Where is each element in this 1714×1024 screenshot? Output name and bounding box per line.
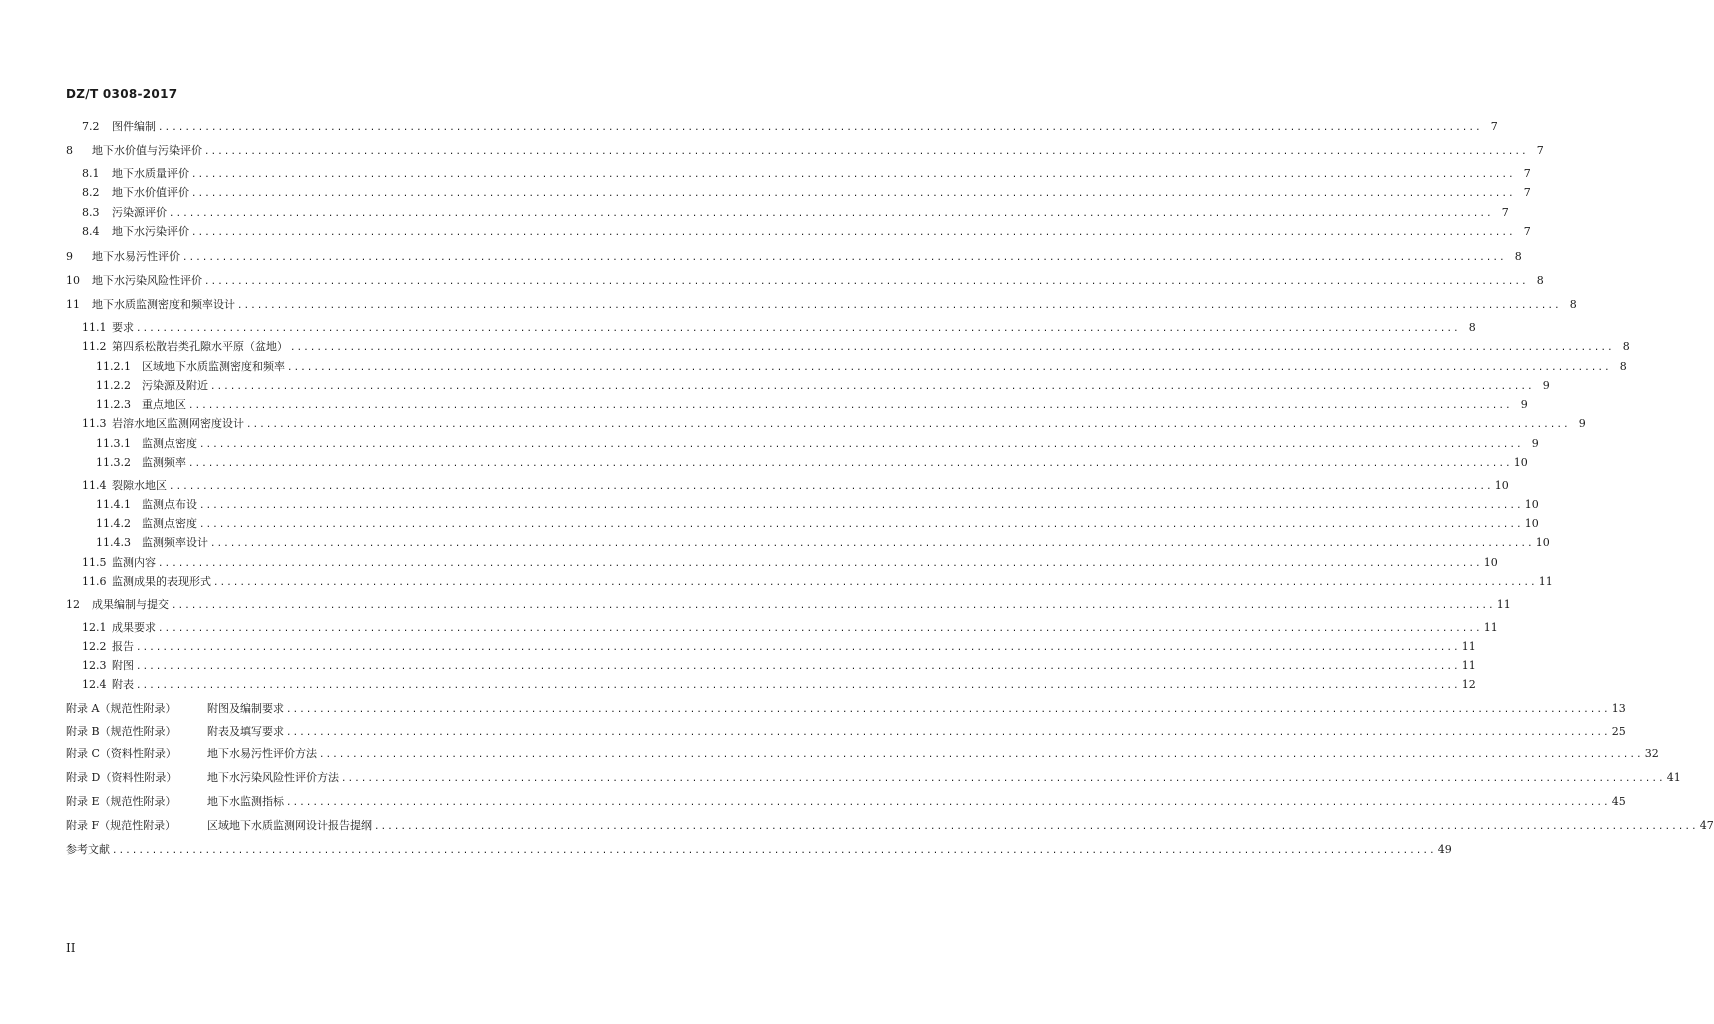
toc-leader-dots: ........................................................................................................................................................................................................ xyxy=(199,520,1523,530)
toc-entry-number: 11 xyxy=(66,298,80,311)
toc-entry-page: 11 xyxy=(1496,598,1511,611)
toc-entry[interactable] xyxy=(0,724,1626,740)
toc-entry[interactable] xyxy=(0,397,1528,413)
toc-entry-number: 12.4 xyxy=(82,678,107,691)
toc-entry-page: 7 xyxy=(1523,186,1531,199)
toc-entry-page: 8 xyxy=(1569,298,1577,311)
toc-entry[interactable] xyxy=(0,297,1577,313)
toc-entry-page: 9 xyxy=(1542,379,1550,392)
toc-entry[interactable] xyxy=(0,620,1498,636)
toc-entry[interactable] xyxy=(0,166,1531,182)
toc-entry-title: 重点地区 xyxy=(142,398,186,411)
toc-leader-dots: ........................................................................................................................................................................................................ xyxy=(188,401,1512,411)
toc-entry-number: 11.2 xyxy=(82,340,107,353)
toc-entry-page: 10 xyxy=(1535,536,1550,549)
toc-entry-page: 7 xyxy=(1523,167,1531,180)
toc-entry-title: 地下水价值与污染评价 xyxy=(92,144,202,157)
toc-entry-title: 监测成果的表现形式 xyxy=(112,575,211,588)
toc-entry-page: 7 xyxy=(1501,206,1509,219)
toc-entry-page: 9 xyxy=(1520,398,1528,411)
toc-entry-number: 11.2.2 xyxy=(96,379,131,392)
toc-leader-dots: ........................................................................................................................................................................................................ xyxy=(191,189,1515,199)
toc-entry-title: 污染源及附近 xyxy=(142,379,208,392)
toc-entry-page: 10 xyxy=(1494,479,1509,492)
toc-entry-number: 9 xyxy=(66,250,73,263)
toc-leader-dots: ........................................................................................................................................................................................................ xyxy=(286,705,1610,715)
toc-entry[interactable] xyxy=(0,535,1550,551)
toc-entry-page: 11 xyxy=(1461,659,1476,672)
toc-entry-title: 地下水易污性评价方法 xyxy=(207,747,317,760)
toc-entry-title: 裂隙水地区 xyxy=(112,479,167,492)
toc-leader-dots: ........................................................................................................................................................................................................ xyxy=(136,681,1460,691)
toc-entry-number: 附录 F（规范性附录） xyxy=(66,819,177,832)
toc-entry-title: 附图及编制要求 xyxy=(207,702,284,715)
toc-entry-page: 10 xyxy=(1524,498,1539,511)
toc-entry-title: 地下水价值评价 xyxy=(112,186,189,199)
toc-leader-dots: ........................................................................................................................................................................................................ xyxy=(158,123,1482,133)
toc-entry-page: 8 xyxy=(1468,321,1476,334)
toc-entry-title: 报告 xyxy=(112,640,134,653)
toc-entry-number: 12.2 xyxy=(82,640,107,653)
toc-leader-dots: ........................................................................................................................................................................................................ xyxy=(171,601,1495,611)
toc-entry-title: 区域地下水质监测网设计报告提纲 xyxy=(207,819,372,832)
toc-entry-title: 污染源评价 xyxy=(112,206,167,219)
toc-leader-dots: ........................................................................................................................................................................................................ xyxy=(169,209,1493,219)
toc-entry-number: 11.2.3 xyxy=(96,398,131,411)
toc-entry-page: 13 xyxy=(1611,702,1626,715)
toc-entry-title: 区域地下水质监测密度和频率 xyxy=(142,360,285,373)
toc-entry[interactable] xyxy=(0,701,1626,717)
toc-entry-number: 10 xyxy=(66,274,80,287)
toc-entry-number: 附录 B（规范性附录） xyxy=(66,725,177,738)
toc-entry-number: 7.2 xyxy=(82,120,100,133)
toc-entry-title: 附表及填写要求 xyxy=(207,725,284,738)
toc-leader-dots: ........................................................................................................................................................................................................ xyxy=(286,728,1610,738)
toc-entry-title: 监测内容 xyxy=(112,556,156,569)
toc-entry-page: 7 xyxy=(1536,144,1544,157)
toc-entry-title: 成果编制与提交 xyxy=(92,598,169,611)
toc-entry-number: 附录 D（资料性附录） xyxy=(66,771,178,784)
toc-entry-title: 地下水质量评价 xyxy=(112,167,189,180)
toc-entry-title: 地下水监测指标 xyxy=(207,795,284,808)
toc-entry-title: 地下水污染评价 xyxy=(112,225,189,238)
toc-entry-page: 47 xyxy=(1699,819,1714,832)
toc-entry[interactable] xyxy=(0,436,1539,452)
toc-entry-number: 8.4 xyxy=(82,225,100,238)
toc-entry[interactable] xyxy=(0,205,1509,221)
toc-entry-page: 11 xyxy=(1483,621,1498,634)
toc-entry-number: 11.1 xyxy=(82,321,107,334)
toc-entry[interactable] xyxy=(0,224,1531,240)
toc-leader-dots: ........................................................................................................................................................................................................ xyxy=(237,301,1561,311)
toc-entry[interactable] xyxy=(0,818,1714,834)
toc-leader-dots: ........................................................................................................................................................................................................ xyxy=(213,578,1537,588)
toc-leader-dots: ........................................................................................................................................................................................................ xyxy=(188,459,1512,469)
toc-entry-title: 监测频率设计 xyxy=(142,536,208,549)
toc-entry-page: 11 xyxy=(1538,575,1553,588)
toc-entry-page: 7 xyxy=(1490,120,1498,133)
toc-leader-dots: ........................................................................................................................................................................................................ xyxy=(210,382,1534,392)
toc-entry-page: 11 xyxy=(1461,640,1476,653)
toc-entry[interactable] xyxy=(0,842,1452,858)
toc-entry-page: 25 xyxy=(1611,725,1626,738)
toc-entry-page: 8 xyxy=(1619,360,1627,373)
toc-entry-number: 附录 E（规范性附录） xyxy=(66,795,177,808)
toc-entry-number: 11.6 xyxy=(82,575,107,588)
toc-leader-dots: ........................................................................................................................................................................................................ xyxy=(136,643,1460,653)
toc-entry-title: 监测点密度 xyxy=(142,437,197,450)
toc-entry[interactable] xyxy=(0,455,1528,471)
standard-code-header: DZ/T 0308-2017 xyxy=(66,87,178,101)
toc-entry[interactable] xyxy=(0,416,1586,432)
toc-entry-title: 第四系松散岩类孔隙水平原（盆地） xyxy=(112,340,288,353)
toc-leader-dots: ........................................................................................................................................................................................................ xyxy=(287,363,1611,373)
toc-entry[interactable] xyxy=(0,185,1531,201)
toc-entry-number: 11.3.2 xyxy=(96,456,131,469)
toc-leader-dots: ........................................................................................................................................................................................................ xyxy=(290,343,1614,353)
toc-entry[interactable] xyxy=(0,794,1626,810)
toc-entry-title: 附图 xyxy=(112,659,134,672)
toc-entry-number: 8.3 xyxy=(82,206,100,219)
toc-entry[interactable] xyxy=(0,320,1476,336)
toc-entry-number: 8.1 xyxy=(82,167,100,180)
toc-leader-dots: ........................................................................................................................................................................................................ xyxy=(246,420,1570,430)
toc-entry-page: 8 xyxy=(1514,250,1522,263)
toc-entry-page: 45 xyxy=(1611,795,1626,808)
toc-leader-dots: ........................................................................................................................................................................................................ xyxy=(199,501,1523,511)
toc-entry[interactable] xyxy=(0,143,1544,159)
toc-leader-dots: ........................................................................................................................................................................................................ xyxy=(210,539,1534,549)
toc-entry-page: 32 xyxy=(1644,747,1659,760)
toc-leader-dots: ........................................................................................................................................................................................................ xyxy=(341,774,1665,784)
toc-entry-number: 8 xyxy=(66,144,73,157)
toc-entry[interactable] xyxy=(0,497,1539,513)
toc-leader-dots: ........................................................................................................................................................................................................ xyxy=(204,147,1528,157)
toc-entry[interactable] xyxy=(0,574,1553,590)
toc-entry-page: 8 xyxy=(1622,340,1630,353)
toc-entry-page: 49 xyxy=(1437,843,1452,856)
toc-entry-number: 12 xyxy=(66,598,80,611)
toc-leader-dots: ........................................................................................................................................................................................................ xyxy=(199,440,1523,450)
toc-entry[interactable] xyxy=(0,359,1627,375)
toc-entry-page: 8 xyxy=(1536,274,1544,287)
toc-entry[interactable] xyxy=(0,555,1498,571)
toc-entry-page: 12 xyxy=(1461,678,1476,691)
toc-entry[interactable] xyxy=(0,770,1681,786)
toc-entry[interactable] xyxy=(0,677,1476,693)
toc-entry-title: 地下水污染风险性评价 xyxy=(92,274,202,287)
toc-leader-dots: ........................................................................................................................................................................................................ xyxy=(204,277,1528,287)
toc-entry-title: 要求 xyxy=(112,321,134,334)
toc-entry[interactable] xyxy=(0,639,1476,655)
toc-leader-dots: ........................................................................................................................................................................................................ xyxy=(112,846,1436,856)
toc-entry[interactable] xyxy=(0,478,1509,494)
toc-entry-title: 附表 xyxy=(112,678,134,691)
toc-entry[interactable] xyxy=(0,378,1550,394)
toc-leader-dots: ........................................................................................................................................................................................................ xyxy=(158,559,1482,569)
toc-entry-number: 12.1 xyxy=(82,621,107,634)
toc-entry-title: 监测点密度 xyxy=(142,517,197,530)
toc-entry-title: 成果要求 xyxy=(112,621,156,634)
toc-entry-number: 11.4.3 xyxy=(96,536,131,549)
toc-entry-page: 7 xyxy=(1523,225,1531,238)
toc-entry-title: 监测频率 xyxy=(142,456,186,469)
toc-entry-page: 10 xyxy=(1513,456,1528,469)
toc-entry-title: 图件编制 xyxy=(112,120,156,133)
toc-leader-dots: ........................................................................................................................................................................................................ xyxy=(136,324,1460,334)
toc-entry-title: 监测点布设 xyxy=(142,498,197,511)
toc-leader-dots: ........................................................................................................................................................................................................ xyxy=(286,798,1610,808)
toc-entry[interactable] xyxy=(0,597,1511,613)
toc-entry-page: 10 xyxy=(1483,556,1498,569)
toc-entry[interactable] xyxy=(0,658,1476,674)
toc-entry-page: 9 xyxy=(1531,437,1539,450)
toc-entry-number: 附录 A（规范性附录） xyxy=(66,702,177,715)
toc-leader-dots: ........................................................................................................................................................................................................ xyxy=(169,482,1493,492)
toc-entry-number: 11.5 xyxy=(82,556,107,569)
toc-leader-dots: ........................................................................................................................................................................................................ xyxy=(374,822,1698,832)
toc-entry-number: 12.3 xyxy=(82,659,107,672)
toc-entry[interactable] xyxy=(0,339,1630,355)
toc-entry-number: 11.2.1 xyxy=(96,360,131,373)
toc-leader-dots: ........................................................................................................................................................................................................ xyxy=(136,662,1460,672)
toc-entry[interactable] xyxy=(0,249,1522,265)
toc-entry-page: 9 xyxy=(1578,417,1586,430)
toc-entry[interactable] xyxy=(0,119,1498,135)
toc-leader-dots: ........................................................................................................................................................................................................ xyxy=(182,253,1506,263)
toc-entry[interactable] xyxy=(0,746,1659,762)
toc-entry-title: 地下水污染风险性评价方法 xyxy=(207,771,339,784)
toc-entry[interactable] xyxy=(0,516,1539,532)
toc-entry-number: 11.3.1 xyxy=(96,437,131,450)
toc-leader-dots: ........................................................................................................................................................................................................ xyxy=(191,170,1515,180)
toc-entry-title: 地下水易污性评价 xyxy=(92,250,180,263)
toc-entry-number: 附录 C（资料性附录） xyxy=(66,747,177,760)
toc-leader-dots: ........................................................................................................................................................................................................ xyxy=(319,750,1643,760)
toc-entry-number: 11.4 xyxy=(82,479,107,492)
toc-entry-title: 岩溶水地区监测网密度设计 xyxy=(112,417,244,430)
toc-entry-number: 11.3 xyxy=(82,417,107,430)
toc-entry-page: 10 xyxy=(1524,517,1539,530)
toc-leader-dots: ........................................................................................................................................................................................................ xyxy=(158,624,1482,634)
toc-entry-number: 11.4.2 xyxy=(96,517,131,530)
toc-entry-title: 参考文献 xyxy=(66,843,110,856)
toc-entry-number: 11.4.1 xyxy=(96,498,131,511)
toc-entry-number: 8.2 xyxy=(82,186,100,199)
toc-entry-page: 41 xyxy=(1666,771,1681,784)
page-number: II xyxy=(66,941,76,955)
toc-entry[interactable] xyxy=(0,273,1544,289)
toc-entry-title: 地下水质监测密度和频率设计 xyxy=(92,298,235,311)
toc-leader-dots: ........................................................................................................................................................................................................ xyxy=(191,228,1515,238)
